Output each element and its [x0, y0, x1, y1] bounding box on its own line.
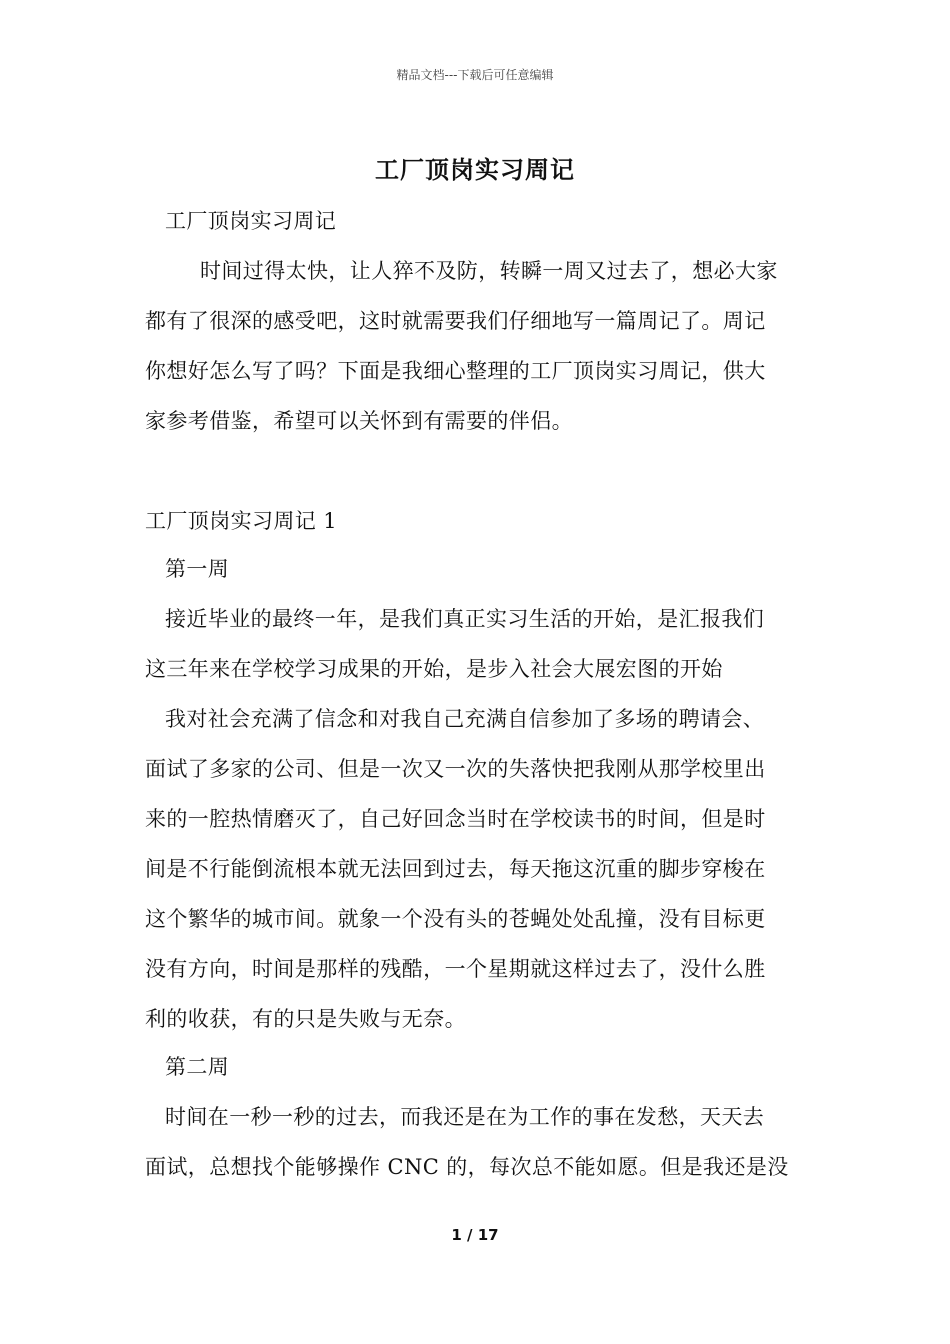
paragraph-line: 家参考借鉴，希望可以关怀到有需要的伴侣。: [145, 409, 573, 433]
week-heading: 第一周: [165, 557, 230, 581]
paragraph-line: 利的收获，有的只是失败与无奈。: [145, 1007, 466, 1031]
paragraph-line: 来的一腔热情磨灭了，自己好回念当时在学校读书的时间，但是时: [145, 807, 766, 831]
paragraph-line: 你想好怎么写了吗？下面是我细心整理的工厂顶岗实习周记，供大: [145, 359, 766, 383]
paragraph-line: 都有了很深的感受吧，这时就需要我们仔细地写一篇周记了。周记: [145, 309, 766, 333]
page-header: 精品文档---下载后可任意编辑: [396, 68, 554, 82]
document-title: 工厂顶岗实习周记: [375, 155, 575, 184]
paragraph-line: 面试了多家的公司、但是一次又一次的失落快把我刚从那学校里出: [145, 757, 766, 781]
page-number: 1 / 17: [451, 1226, 499, 1244]
paragraph-line: 时间在一秒一秒的过去，而我还是在为工作的事在发愁，天天去: [165, 1105, 765, 1129]
paragraph-line: 我对社会充满了信念和对我自己充满自信参加了多场的聘请会、: [165, 707, 765, 731]
week-heading: 第二周: [165, 1055, 230, 1079]
paragraph-line: 这个繁华的城市间。就象一个没有头的苍蝇处处乱撞，没有目标更: [145, 907, 766, 931]
paragraph-line: 这三年来在学校学习成果的开始，是步入社会大展宏图的开始: [145, 657, 723, 681]
subtitle-line: 工厂顶岗实习周记: [165, 209, 337, 233]
paragraph-line: 没有方向，时间是那样的残酷，一个星期就这样过去了，没什么胜: [145, 957, 766, 981]
paragraph-line: 间是不行能倒流根本就无法回到过去，每天拖这沉重的脚步穿梭在: [145, 857, 766, 881]
section-heading: 工厂顶岗实习周记 1: [145, 509, 338, 533]
paragraph-line: 接近毕业的最终一年，是我们真正实习生活的开始，是汇报我们: [165, 607, 765, 631]
paragraph-line: 时间过得太快，让人猝不及防，转瞬一周又过去了，想必大家: [200, 259, 778, 283]
paragraph-line: 面试，总想找个能够操作 CNC 的，每次总不能如愿。但是我还是没: [145, 1155, 789, 1179]
